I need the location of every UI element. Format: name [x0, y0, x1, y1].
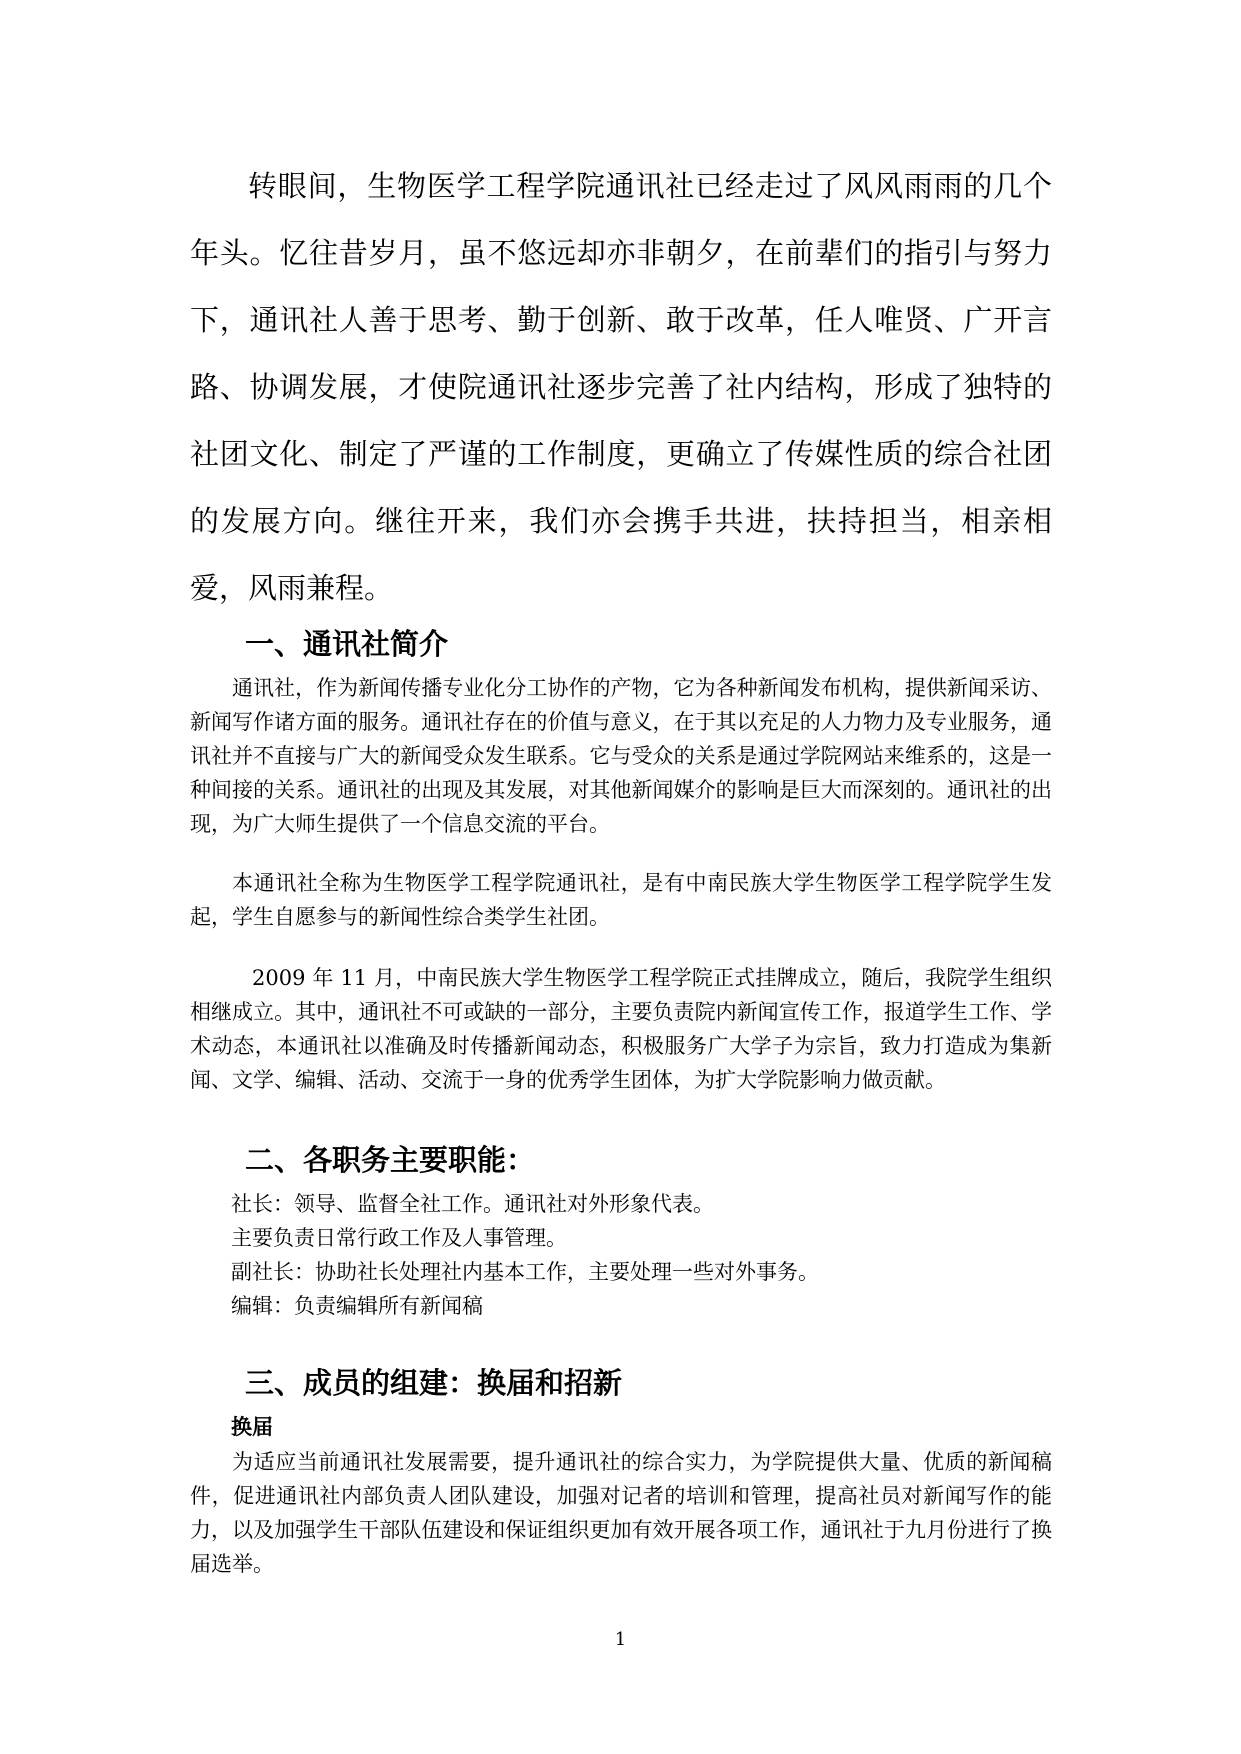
- reelection-paragraph: 为适应当前通讯社发展需要，提升通讯社的综合实力，为学院提供大量、优质的新闻稿件，促进通讯社内部负责人团队建设，加强对记者的培训和管理，提高社员对新闻写作的能力，以及加强学生干部队伍建设和保证组织更加有效开展各项工作，通讯社于九月份进行了换届选举。: [190, 1450, 1052, 1576]
- page-number: 1: [614, 1629, 627, 1650]
- section-heading-membership: 三、成员的组建：换届和招新: [245, 1366, 623, 1400]
- intro-section-paragraph-1: 通讯社，作为新闻传播专业化分工协作的产物，它为各种新闻发布机构，提供新闻采访、新闻写作诸方面的服务。通讯社存在的价值与意义，在于其以充足的人力物力及专业服务，通讯社并不直接与广大的新闻受众发生联系。它与受众的关系是通过学院网站来维系的，这是一种间接的关系。通讯社的出现及其发展，对其他新闻媒介的影响是巨大而深刻的。通讯社的出现，为广大师生提供了一个信息交流的平台。: [190, 676, 1052, 836]
- section-heading-duties: 二、各职务主要职能：: [245, 1143, 536, 1177]
- duty-line-editor: 编辑：负责编辑所有新闻稿: [231, 1294, 483, 1318]
- duty-line-president: 社长：领导、监督全社工作。通讯社对外形象代表。: [231, 1192, 714, 1216]
- section-heading-introduction: 一、通讯社简介: [245, 627, 449, 661]
- intro-section-paragraph-3: 2009 年 11 月，中南民族大学生物医学工程学院正式挂牌成立，随后，我院学生组织相继成立。其中，通讯社不可或缺的一部分，主要负责院内新闻宣传工作，报道学生工作、学术动态，本通讯社以准确及时传播新闻动态，积极服务广大学子为宗旨，致力打造成为集新闻、文学、编辑、活动、交流于一身的优秀学生团体，为扩大学院影响力做贡献。: [190, 966, 1052, 1092]
- intro-section-paragraph-2: 本通讯社全称为生物医学工程学院通讯社，是有中南民族大学生物医学工程学院学生发起，学生自愿参与的新闻性综合类学生社团。: [190, 871, 1052, 929]
- intro-paragraph: 转眼间，生物医学工程学院通讯社已经走过了风风雨雨的几个年头。忆往昔岁月，虽不悠远却亦非朝夕，在前辈们的指引与努力下，通讯社人善于思考、勤于创新、敢于改革，任人唯贤、广开言路、协调发展，才使院通讯社逐步完善了社内结构，形成了独特的社团文化、制定了严谨的工作制度，更确立了传媒性质的综合社团的发展方向。继往开来，我们亦会携手共进，扶持担当，相亲相爱，风雨兼程。: [190, 169, 1052, 605]
- duty-line-vice-president: 副社长：协助社长处理社内基本工作，主要处理一些对外事务。: [231, 1260, 819, 1284]
- subheading-reelection: 换届: [231, 1415, 273, 1439]
- duty-line-administration: 主要负责日常行政工作及人事管理。: [231, 1226, 567, 1250]
